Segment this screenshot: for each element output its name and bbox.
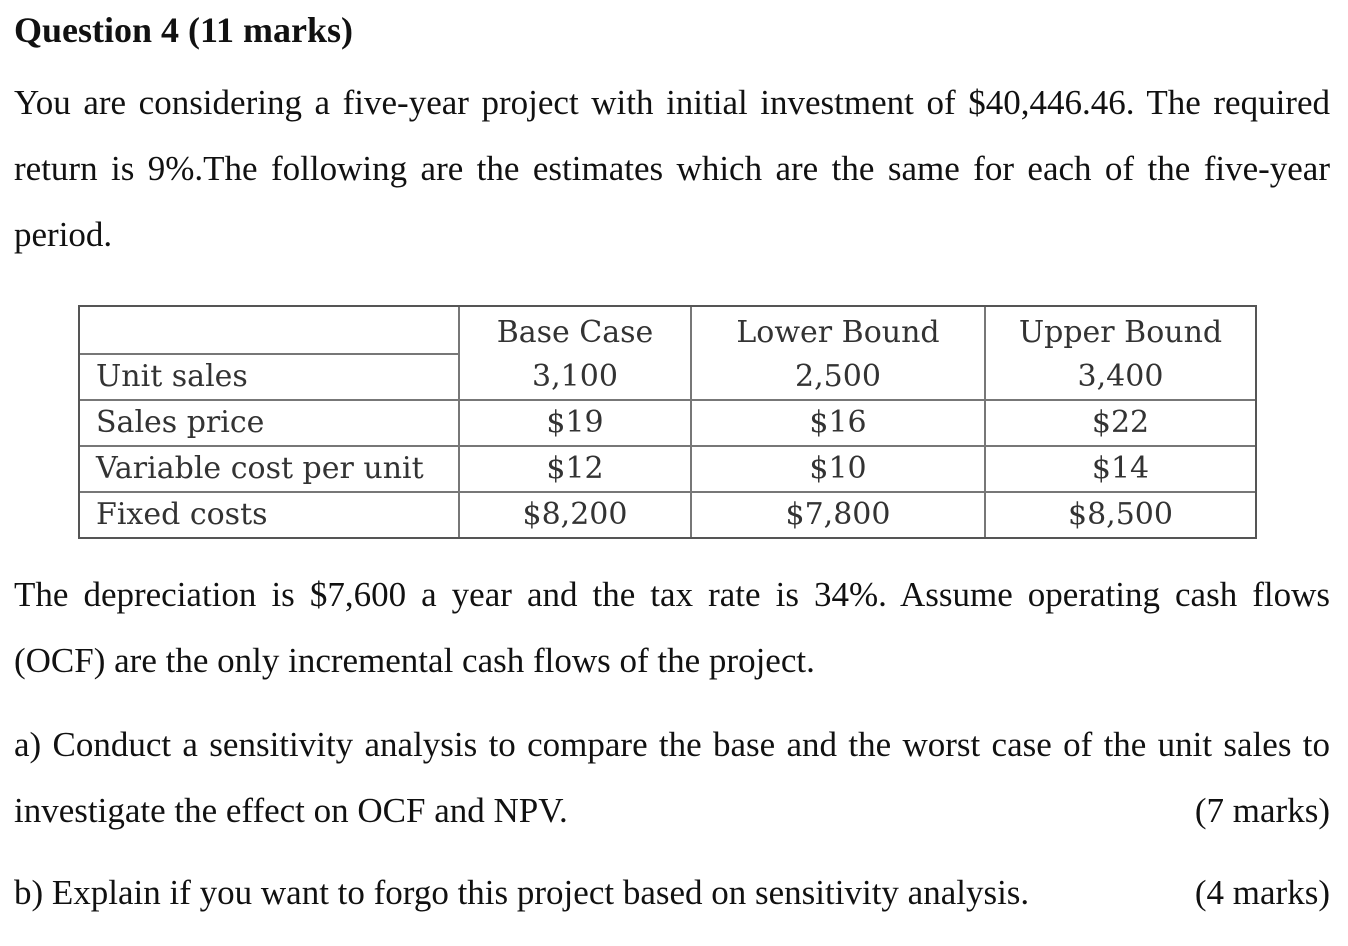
table-row <box>80 493 1255 537</box>
table-row <box>80 355 1255 401</box>
row-label-variable-cost: Variable cost per unit <box>80 447 460 493</box>
question-intro: You are considering a five-year project with initial investment of $40,446.46. The required return is 9%.The following are the estimates which are the same for each of the five-year period. <box>14 83 1330 254</box>
cell-base: $19 <box>460 401 692 447</box>
table-row <box>80 447 1255 493</box>
cell-base: $12 <box>460 447 692 493</box>
table-row <box>80 401 1255 447</box>
cell-upper: $14 <box>986 447 1255 493</box>
part-b <box>14 860 1330 926</box>
part-a <box>14 712 1330 844</box>
row-label-fixed-costs: Fixed costs <box>80 493 460 537</box>
cell-lower: $7,800 <box>692 493 986 537</box>
question-title: Question 4 (11 marks) <box>14 10 354 50</box>
assumptions-text: The depreciation is $7,600 a year and the tax rate is 34%. Assume operating cash flows (OCF) are the only incremental cash flows of the project. <box>14 575 1330 680</box>
part-b-text: b) Explain if you want to forgo this project based on sensitivity analysis. <box>14 873 1030 912</box>
part-a-text: a) Conduct a sensitivity analysis to compare the base and the worst case of the unit sales to investigate the effect on OCF and NPV. <box>14 725 1330 830</box>
cell-base: 3,100 <box>460 355 692 401</box>
table-header-base-case: Base Case <box>460 307 692 355</box>
row-label-unit-sales: Unit sales <box>80 355 460 401</box>
table-header-lower-bound: Lower Bound <box>692 307 986 355</box>
estimates-table-container <box>78 305 1253 531</box>
table-header-empty <box>80 307 460 355</box>
cell-upper: 3,400 <box>986 355 1255 401</box>
cell-upper: $22 <box>986 401 1255 447</box>
part-b-marks: (4 marks) <box>1194 873 1330 912</box>
cell-base: $8,200 <box>460 493 692 537</box>
table-header-upper-bound: Upper Bound <box>1018 315 1223 350</box>
part-a-marks: (7 marks) <box>1194 791 1330 830</box>
table-header-row <box>80 307 1255 355</box>
cell-upper: $8,500 <box>1068 497 1173 532</box>
cell-lower: $10 <box>692 447 986 493</box>
cell-lower: $16 <box>692 401 986 447</box>
cell-lower: 2,500 <box>692 355 986 401</box>
row-label-sales-price: Sales price <box>80 401 460 447</box>
estimates-table <box>78 305 1257 539</box>
